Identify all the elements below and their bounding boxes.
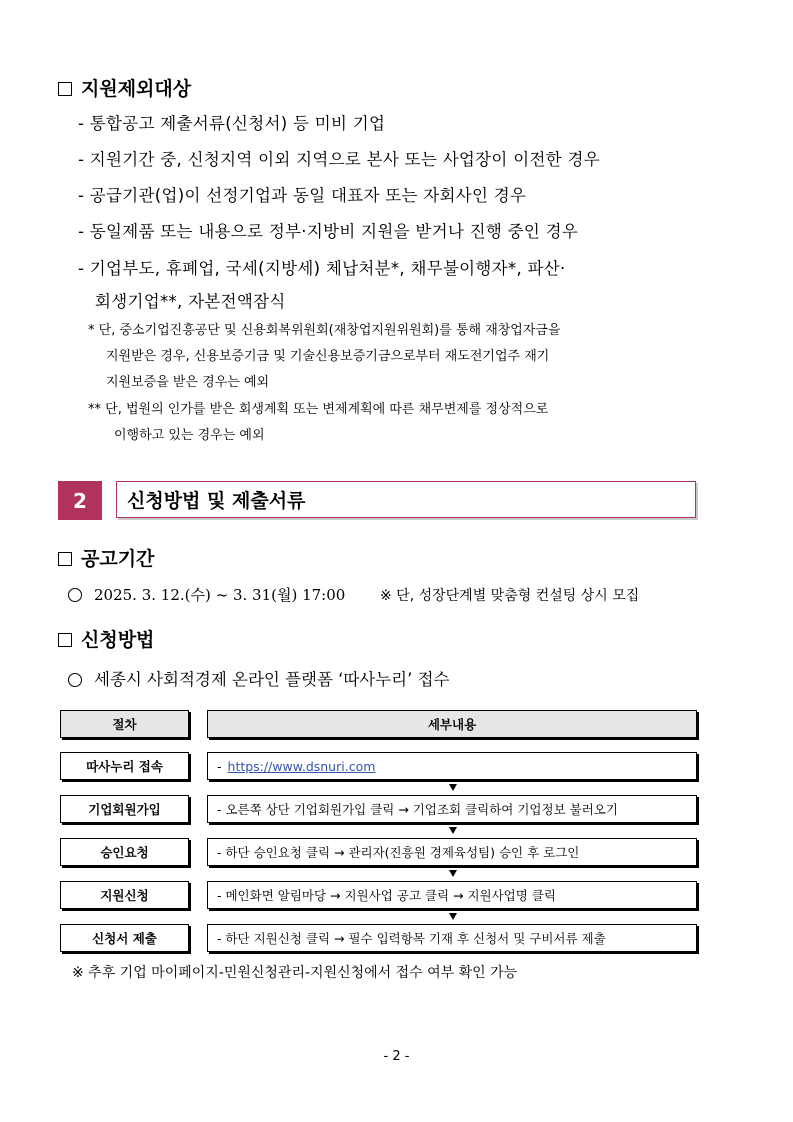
- down-arrow-icon: [449, 784, 457, 791]
- period-heading: 공고기간: [58, 544, 154, 571]
- down-arrow-icon: [449, 913, 457, 920]
- dsnuri-link[interactable]: https://www.dsnuri.com: [227, 758, 376, 774]
- note-line: * 단, 중소기업진흥공단 및 신용회복위원회(재창업지원위원회)를 통해 재창업자금을: [88, 323, 561, 338]
- step-submit: 신청서 제출: [60, 924, 189, 952]
- detail-submit: - 하단 지원신청 클릭 → 필수 입력항목 기재 후 신청서 및 구비서류 제출: [207, 924, 697, 952]
- checkbox-square-icon: [58, 552, 72, 566]
- section-title: 신청방법 및 제출서류: [116, 481, 696, 518]
- detail-signup: - 오른쪽 상단 기업회원가입 클릭 → 기업조회 클릭하여 기업정보 불러오기: [207, 795, 697, 823]
- detail-access: - https://www.dsnuri.com: [207, 752, 697, 780]
- detail-apply: - 메인화면 알림마당 → 지원사업 공고 클릭 → 지원사업명 클릭: [207, 881, 697, 909]
- exclusion-item: - 기업부도, 휴폐업, 국세(지방세) 체납처분*, 채무불이행자*, 파산·: [78, 259, 566, 278]
- note-line: 지원받은 경우, 신용보증기금 및 기술신용보증기금으로부터 재도전기업주 재기: [106, 349, 550, 364]
- period-note: ※ 단, 성장단계별 맞춤형 컨설팅 상시 모집: [380, 588, 640, 604]
- circle-bullet-icon: [68, 588, 82, 602]
- exclusion-item: - 통합공고 제출서류(신청서) 등 미비 기업: [78, 114, 386, 133]
- exclusion-item: - 공급기관(업)이 선정기업과 동일 대표자 또는 자회사인 경우: [78, 186, 527, 205]
- method-line: 세종시 사회적경제 온라인 플랫폼 ‘따사누리’ 접수: [68, 666, 450, 690]
- method-heading: 신청방법: [58, 625, 154, 652]
- exclusion-item-continued: 회생기업**, 자본전액잠식: [95, 292, 286, 311]
- step-approval: 승인요청: [60, 838, 189, 866]
- exclusion-item: - 지원기간 중, 신청지역 이외 지역으로 본사 또는 사업장이 이전한 경우: [78, 150, 600, 169]
- down-arrow-icon: [449, 870, 457, 877]
- checkbox-square-icon: [58, 633, 72, 647]
- step-apply: 지원신청: [60, 881, 189, 909]
- table-header-step: 절차: [60, 710, 189, 738]
- page-number: - 2 -: [383, 1049, 410, 1064]
- step-access: 따사누리 접속: [60, 752, 189, 780]
- down-arrow-icon: [449, 827, 457, 834]
- detail-approval: - 하단 승인요청 클릭 → 관리자(진흥원 경제육성팀) 승인 후 로그인: [207, 838, 697, 866]
- table-footnote: ※ 추후 기업 마이페이지-민원신청관리-지원신청에서 접수 여부 확인 가능: [72, 965, 518, 981]
- exclusion-item: - 동일제품 또는 내용으로 정부·지방비 지원을 받거나 진행 중인 경우: [78, 222, 579, 241]
- note-line: ** 단, 법원의 인가를 받은 회생계획 또는 변제계획에 따른 채무변제를 정상적으로: [88, 402, 549, 417]
- circle-bullet-icon: [68, 673, 82, 687]
- note-line: 이행하고 있는 경우는 예외: [114, 428, 265, 443]
- checkbox-square-icon: [58, 82, 72, 96]
- step-signup: 기업회원가입: [60, 795, 189, 823]
- period-line: 2025. 3. 12.(수) ~ 3. 31(월) 17:00: [68, 584, 345, 605]
- table-header-detail: 세부내용: [207, 710, 697, 738]
- note-line: 지원보증을 받은 경우는 예외: [106, 375, 270, 390]
- exclusion-heading: 지원제외대상: [58, 74, 191, 101]
- section-number: 2: [58, 481, 102, 520]
